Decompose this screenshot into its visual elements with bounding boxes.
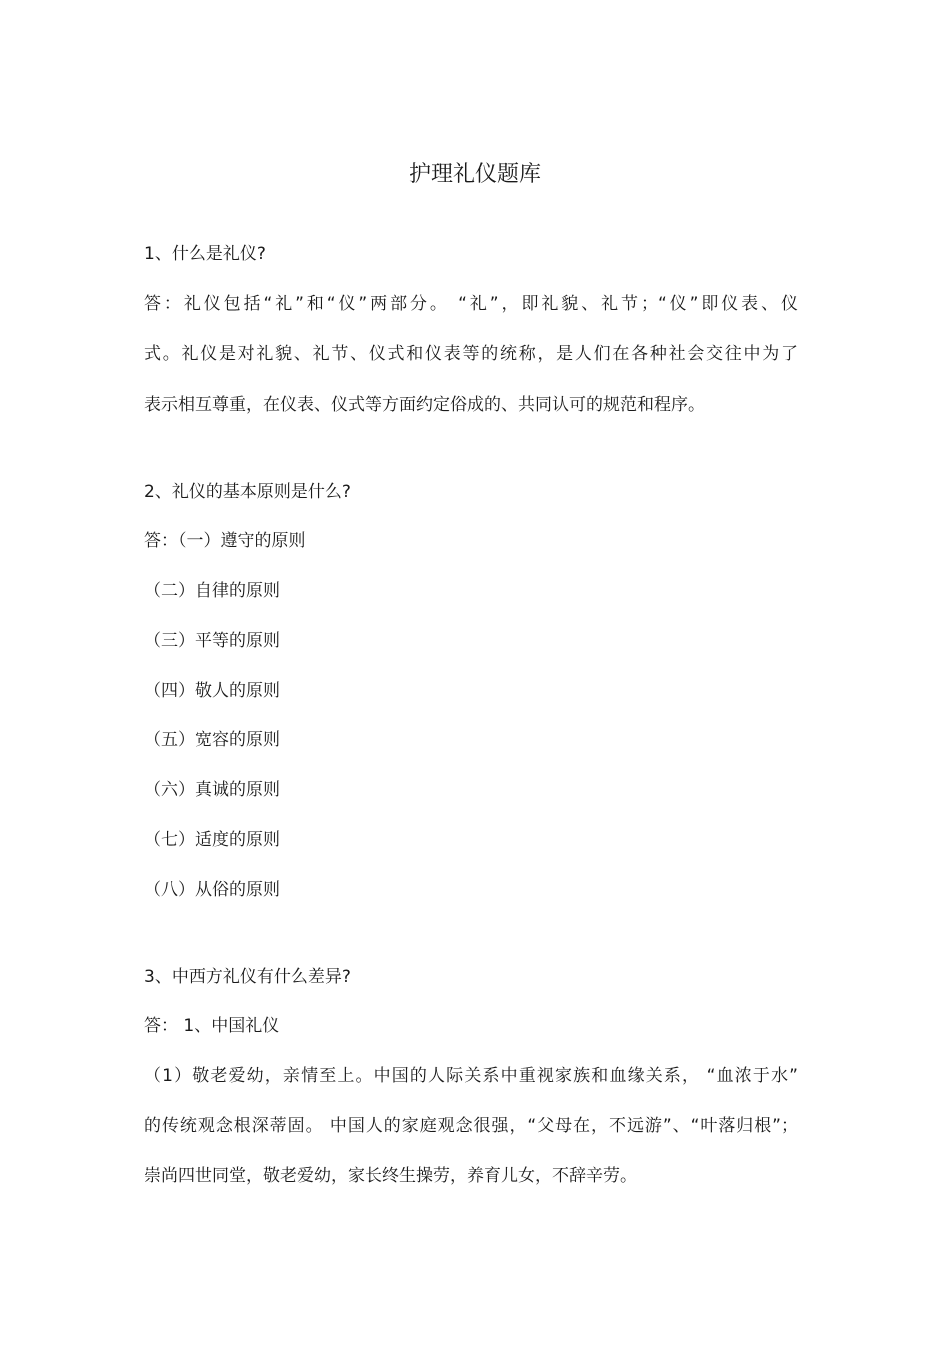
answer-3-line-4: 崇尚四世同堂，敬老爱幼，家长终生操劳，养育儿女，不辞辛劳。: [144, 1166, 637, 1186]
answer-2-item-2: （二）自律的原则: [144, 581, 280, 601]
answer-3-line-1: 答： 1、中国礼仪: [144, 1016, 280, 1036]
question-3: 3、中西方礼仪有什么差异?: [144, 967, 351, 987]
answer-2-item-8: （八）从俗的原则: [144, 880, 280, 900]
answer-2-item-7: （七）适度的原则: [144, 830, 280, 850]
question-2: 2、礼仪的基本原则是什么?: [144, 482, 351, 502]
answer-1-line-1: 答：礼仪包括“礼”和“仪”两部分。 “礼”，即礼貌、礼节；“仪”即仪表、仪: [144, 294, 798, 314]
answer-2-item-1: 答：（一）遵守的原则: [144, 531, 306, 551]
answer-2-item-5: （五）宽容的原则: [144, 730, 280, 750]
answer-1-line-3: 表示相互尊重，在仪表、仪式等方面约定俗成的、共同认可的规范和程序。: [144, 395, 705, 415]
answer-3-line-2: （1）敬老爱幼，亲情至上。中国的人际关系中重视家族和血缘关系， “血浓于水”: [144, 1066, 798, 1086]
answer-1-line-2: 式。礼仪是对礼貌、礼节、仪式和仪表等的统称，是人们在各种社会交往中为了: [144, 344, 798, 364]
answer-2-item-4: （四）敬人的原则: [144, 681, 280, 701]
question-1: 1、什么是礼仪?: [144, 244, 266, 264]
page-title: 护理礼仪题库: [408, 162, 541, 187]
answer-2-item-6: （六）真诚的原则: [144, 780, 280, 800]
answer-3-line-3: 的传统观念根深蒂固。 中国人的家庭观念很强，“父母在，不远游”、“叶落归根”；: [144, 1116, 798, 1136]
answer-2-item-3: （三）平等的原则: [144, 631, 280, 651]
